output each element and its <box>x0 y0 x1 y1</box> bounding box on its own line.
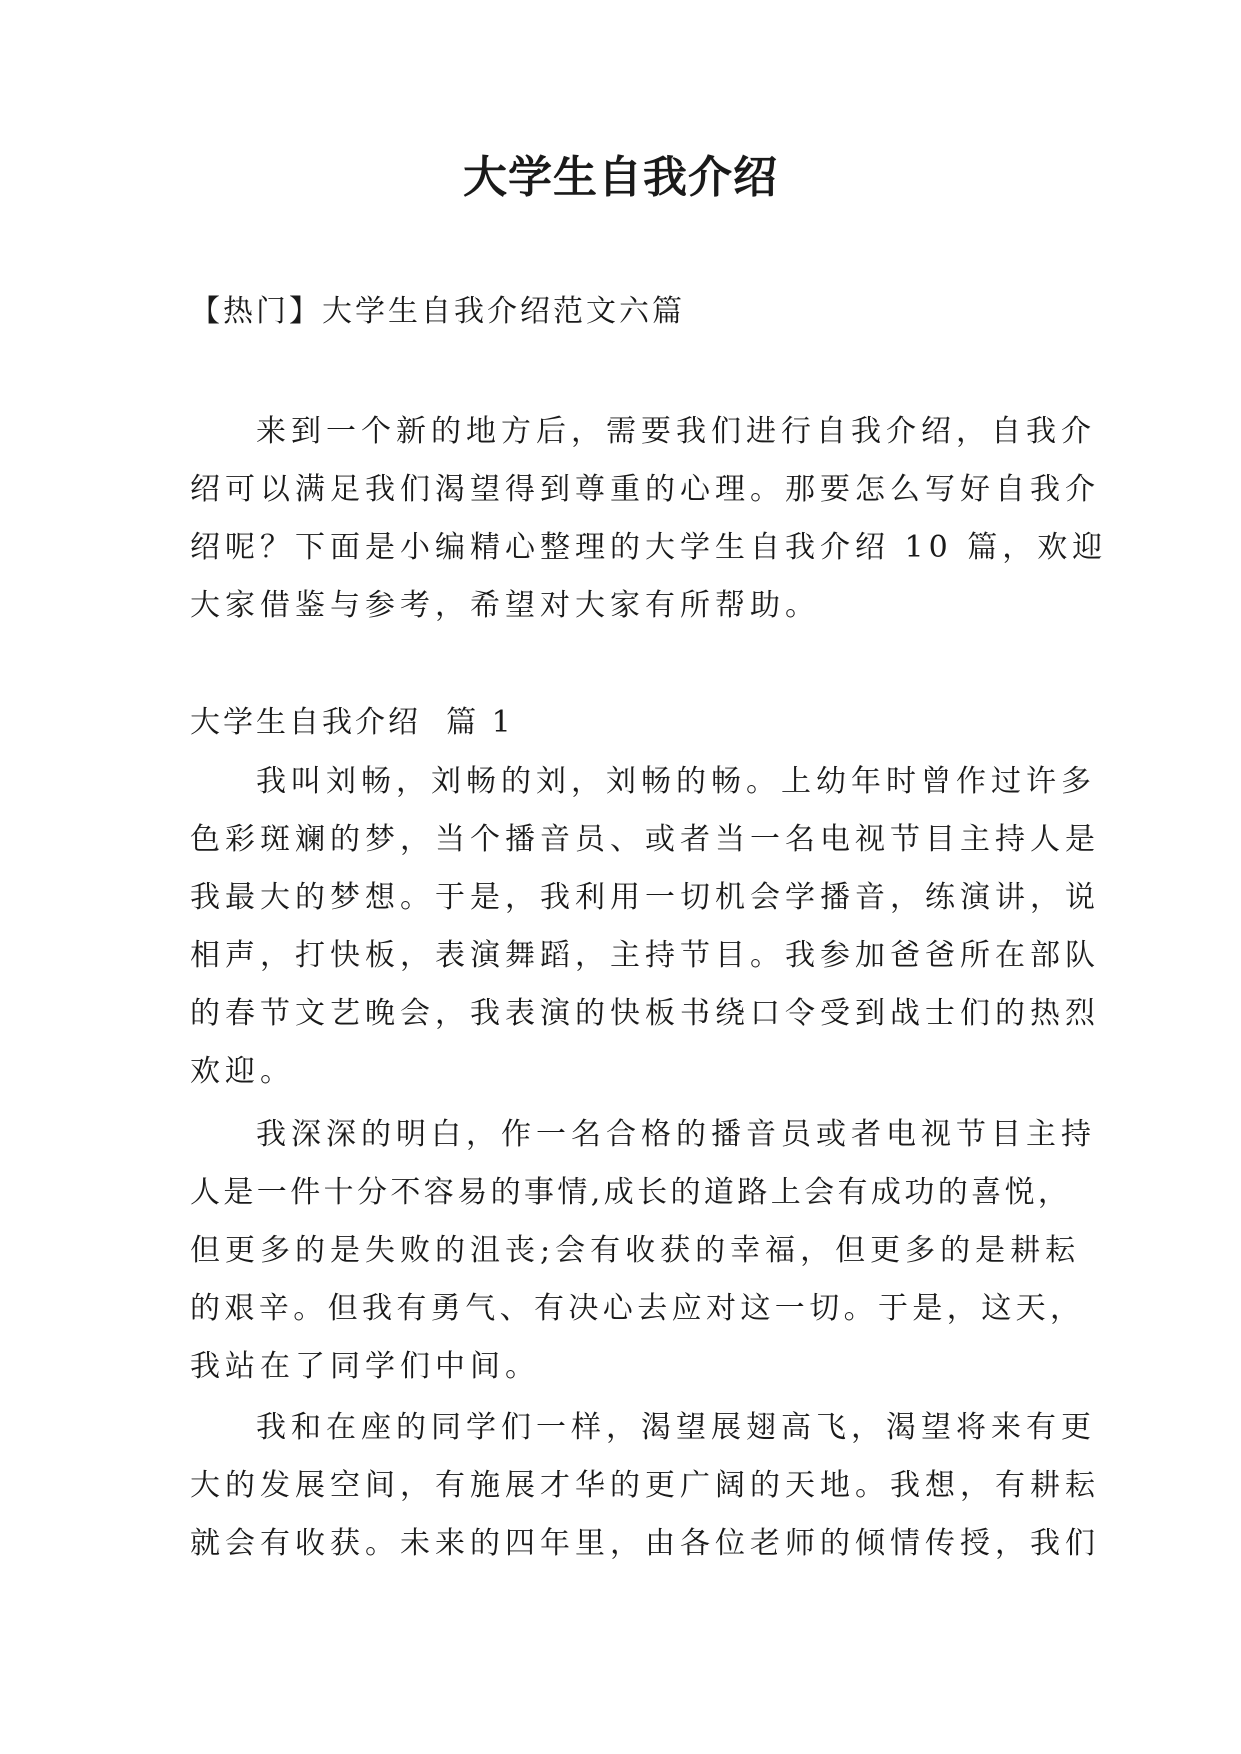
intro-paragraph <box>190 403 1108 635</box>
paragraph-line: 就会有收获。未来的四年里，由各位老师的倾情传授，我们 <box>190 1526 1100 1561</box>
intro-line: 大家借鉴与参考，希望对大家有所帮助。 <box>190 588 820 623</box>
intro-line: 绍呢？下面是小编精心整理的大学生自我介绍 10 篇，欢迎 <box>190 530 1108 565</box>
paragraph-line: 我站在了同学们中间。 <box>190 1349 540 1384</box>
paragraph-line: 相声，打快板，表演舞蹈，主持节目。我参加爸爸所在部队 <box>190 938 1100 973</box>
intro-line: 来到一个新的地方后，需要我们进行自我介绍，自我介 <box>256 414 1096 449</box>
paragraph-line: 的春节文艺晚会，我表演的快板书绕口令受到战士们的热烈 <box>190 996 1100 1031</box>
paragraph-line: 的艰辛。但我有勇气、有决心去应对这一切。于是，这天， <box>190 1291 1085 1326</box>
paragraph-line: 我最大的梦想。于是，我利用一切机会学播音，练演讲，说 <box>190 880 1100 915</box>
paragraph-line: 我叫刘畅，刘畅的刘，刘畅的畅。上幼年时曾作过许多 <box>256 764 1096 799</box>
paragraph-line: 欢迎。 <box>190 1054 295 1089</box>
paragraph-line: 我深深的明白，作一名合格的播音员或者电视节目主持 <box>256 1117 1096 1152</box>
section-heading-text: 大学生自我介绍 篇 1 <box>190 705 514 740</box>
body-paragraph-2 <box>190 1106 1096 1396</box>
paragraph-line: 但更多的是失败的沮丧;会有收获的幸福，但更多的是耕耘 <box>190 1233 1081 1268</box>
paragraph-line: 色彩斑斓的梦，当个播音员、或者当一名电视节目主持人是 <box>190 822 1100 857</box>
paragraph-line: 大的发展空间，有施展才华的更广阔的天地。我想，有耕耘 <box>190 1468 1100 1503</box>
document-subtitle: 【热门】大学生自我介绍范文六篇 <box>190 294 685 329</box>
section-heading <box>190 694 1060 752</box>
paragraph-line: 人是一件十分不容易的事情,成长的道路上会有成功的喜悦， <box>190 1175 1072 1210</box>
body-paragraph-3 <box>190 1399 1100 1573</box>
paragraph-line: 我和在座的同学们一样，渴望展翅高飞，渴望将来有更 <box>256 1410 1096 1445</box>
body-paragraph-1 <box>190 753 1100 1101</box>
document-title: 大学生自我介绍 <box>463 152 778 203</box>
intro-line: 绍可以满足我们渴望得到尊重的心理。那要怎么写好自我介 <box>190 472 1100 507</box>
